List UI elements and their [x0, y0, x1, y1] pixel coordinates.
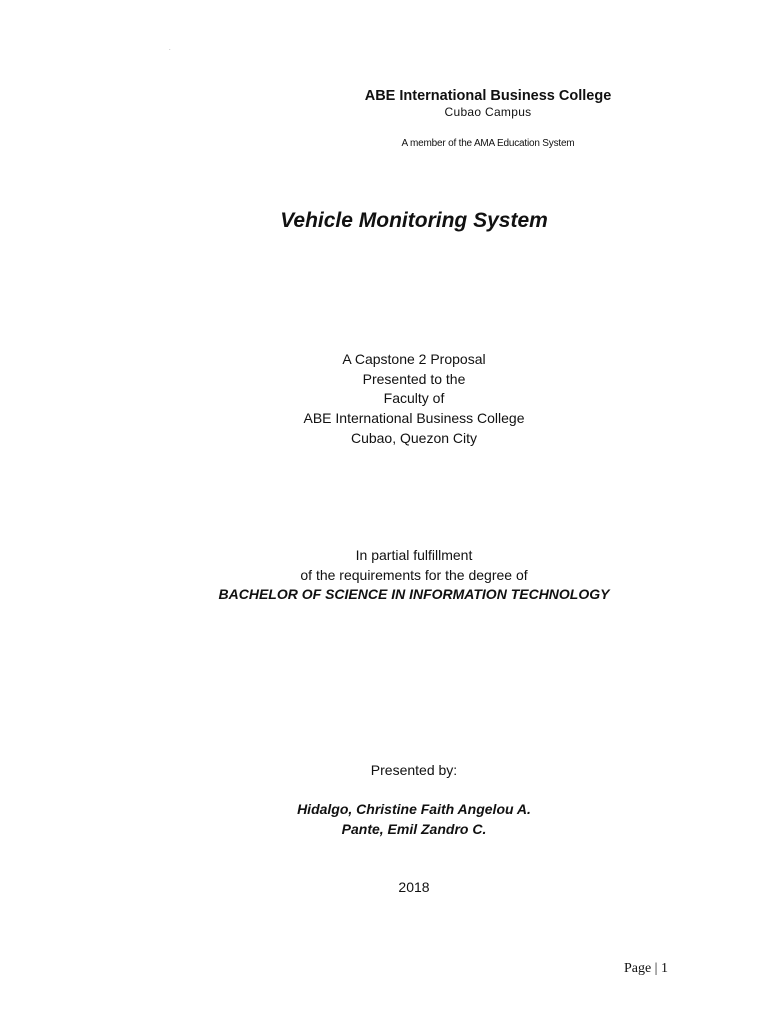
- page-number: Page | 1: [623, 961, 668, 976]
- campus-name: Cubao Campus: [444, 105, 532, 119]
- proposal-line-1: A Capstone 2 Proposal: [342, 351, 486, 367]
- proposal-line-3: Faculty of: [383, 390, 445, 406]
- degree-name: BACHELOR OF SCIENCE IN INFORMATION TECHNOLOGY: [218, 586, 610, 602]
- document-title: Vehicle Monitoring System: [280, 209, 548, 232]
- presented-by-label: Presented by:: [370, 762, 458, 778]
- presenter-name-2: Pante, Emil Zandro C.: [341, 821, 487, 837]
- college-name: ABE International Business College: [364, 88, 612, 104]
- year: 2018: [398, 879, 430, 895]
- stray-mark: .: [169, 46, 171, 52]
- proposal-line-4: ABE International Business College: [303, 410, 525, 426]
- fulfillment-line-2: of the requirements for the degree of: [300, 567, 528, 583]
- proposal-line-5: Cubao, Quezon City: [350, 430, 478, 446]
- fulfillment-line-1: In partial fulfillment: [355, 547, 473, 563]
- member-line: A member of the AMA Education System: [401, 138, 575, 149]
- proposal-line-2: Presented to the: [362, 371, 466, 387]
- presenter-name-1: Hidalgo, Christine Faith Angelou A.: [297, 801, 531, 817]
